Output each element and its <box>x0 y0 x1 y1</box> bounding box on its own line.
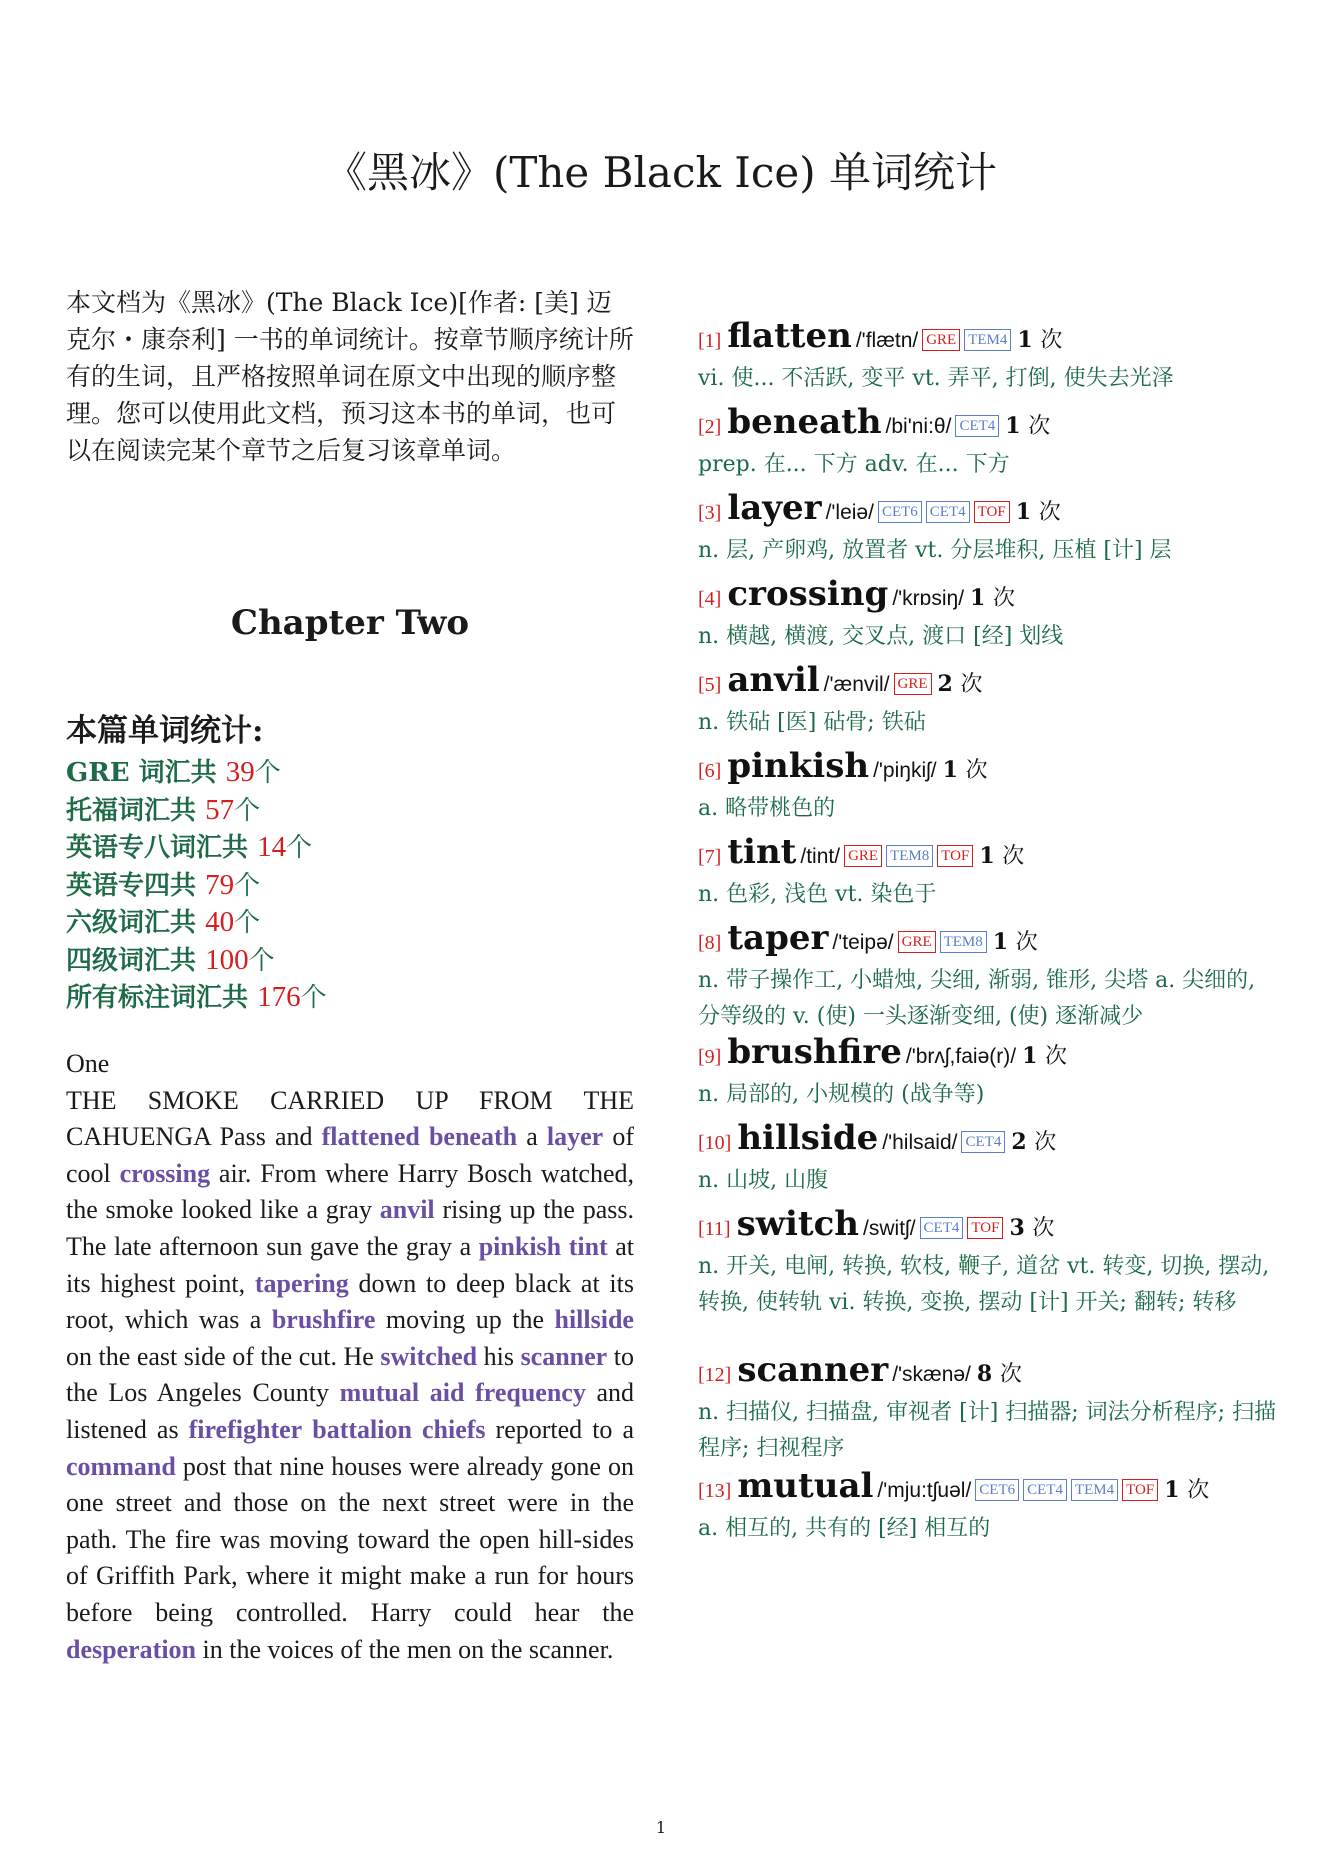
entry-definition: n. 横越, 横渡, 交叉点, 渡口 [经] 划线 <box>698 624 1064 649</box>
entry-count: 1 次 <box>1022 1043 1068 1069</box>
level-tag: TOF <box>967 1217 1003 1239</box>
highlighted-word: firefighter <box>188 1414 303 1444</box>
entry-word: crossing <box>727 574 889 614</box>
stat-count: 14 <box>257 831 287 863</box>
stat-unit: 个 <box>286 833 313 863</box>
vocab-entry <box>698 1350 1278 1467</box>
vocab-entry <box>698 316 1278 397</box>
entry-definition: n. 层, 产卵鸡, 放置者 vt. 分层堆积, 压植 [计] 层 <box>698 538 1172 563</box>
entry-count: 1 次 <box>992 929 1038 955</box>
intro-block <box>66 284 634 469</box>
highlighted-word: frequency <box>475 1378 586 1408</box>
entry-count: 1 次 <box>942 757 988 783</box>
entry-word: layer <box>727 488 822 528</box>
vocab-entry <box>698 1118 1278 1199</box>
entry-index: [2] <box>698 416 722 438</box>
highlighted-word: desperation <box>66 1634 196 1664</box>
entry-count: 1 次 <box>1015 499 1061 525</box>
level-tag: GRE <box>844 845 882 867</box>
count-unit: 次 <box>1187 1478 1210 1503</box>
entry-head <box>698 316 1278 361</box>
vocab-entry <box>698 832 1278 913</box>
count-unit: 次 <box>1028 414 1051 439</box>
entry-word: hillside <box>737 1118 879 1158</box>
stat-label: 英语专四共 <box>66 870 206 901</box>
entry-word: beneath <box>727 402 882 442</box>
highlighted-word: tint <box>568 1231 608 1261</box>
entry-definition: n. 铁砧 [医] 砧骨; 铁砧 <box>698 710 926 735</box>
highlighted-word: hillside <box>554 1305 634 1335</box>
entry-head <box>698 1466 1278 1511</box>
count-unit: 次 <box>965 758 988 783</box>
story-text: One THE SMOKE CARRIED UP FROM THE CAHUENGA Pass and flattened beneath a layer of cool crossing air. From where Harry Bosch watched, the smoke looked like a gray anvil rising up the pass. The late afternoon sun gave the gray a pinkish tint at its highest point, tapering down to deep black at its root, which was a brushfire moving up the hillside on the east side of the cut. He switched his scanner to the Los Angeles County mutual aid frequency and listened as firefighter battalion chiefs reported to a command post that nine houses were already gone on one street and those on the next street were in the path. The fire was moving toward the open hill-sides of Griffith Park, where it might make a run for hours before being controlled. Harry could hear the desperation in the voices of the men on the scanner. <box>66 1049 635 1664</box>
vocab-entry <box>698 488 1278 569</box>
stat-row <box>66 754 634 792</box>
count-unit: 次 <box>1038 500 1061 525</box>
entry-phonetic: /'mju:tʃuəl/ <box>877 1479 972 1502</box>
stat-label: 所有标注词汇共 <box>66 983 258 1013</box>
level-tag: GRE <box>922 329 960 351</box>
count-unit: 次 <box>1015 930 1038 955</box>
entry-definition: n. 带子操作工, 小蜡烛, 尖细, 渐弱, 锥形, 尖塔 a. 尖细的, 分等级的 v. (使) 一头逐渐变细, (使) 逐渐减少 <box>698 968 1256 1029</box>
highlighted-word: flattened <box>321 1122 420 1152</box>
entry-definition: n. 开关, 电闸, 转换, 软枝, 鞭子, 道岔 vt. 转变, 切换, 摆动, 转换, 使转轨 vi. 转换, 变换, 摆动 [计] 开关; 翻转; 转移 <box>698 1254 1270 1315</box>
entry-word: brushfire <box>727 1032 902 1072</box>
entry-count: 1 次 <box>1005 413 1051 439</box>
highlighted-word: crossing <box>119 1158 211 1188</box>
entry-index: [10] <box>698 1132 732 1154</box>
highlighted-word: layer <box>546 1122 604 1152</box>
level-tag: CET6 <box>878 501 922 523</box>
level-tag: TOF <box>937 845 973 867</box>
highlighted-word: pinkish <box>478 1231 562 1261</box>
stat-count: 176 <box>257 981 301 1013</box>
level-tag: GRE <box>898 931 936 953</box>
entry-index: [6] <box>698 760 722 782</box>
entry-index: [13] <box>698 1480 732 1502</box>
highlighted-word: command <box>66 1451 176 1481</box>
entry-phonetic: /'skænə/ <box>892 1363 971 1386</box>
highlighted-word: switched <box>380 1341 478 1371</box>
entry-index: [3] <box>698 502 722 524</box>
entry-count: 1 次 <box>1017 327 1063 353</box>
entry-word: tint <box>727 832 797 872</box>
entry-word: mutual <box>737 1466 874 1506</box>
stat-unit: 个 <box>234 795 261 826</box>
level-tag: TEM4 <box>964 329 1011 351</box>
level-tag: CET4 <box>926 501 970 523</box>
entry-phonetic: /switʃ/ <box>863 1217 916 1240</box>
entry-definition: a. 略带桃色的 <box>698 796 836 821</box>
entry-word: switch <box>736 1204 860 1244</box>
stats-list <box>66 754 634 1017</box>
highlighted-word: battalion <box>312 1414 412 1444</box>
level-tag: CET4 <box>1023 1479 1067 1501</box>
entry-count: 1 次 <box>979 843 1025 869</box>
entry-word: pinkish <box>727 746 870 786</box>
entry-index: [9] <box>698 1046 722 1068</box>
entry-phonetic: /'brʌʃ,faiə(r)/ <box>905 1045 1017 1068</box>
stat-row <box>66 979 634 1017</box>
entry-definition: n. 局部的, 小规模的 (战争等) <box>698 1082 985 1107</box>
highlighted-word: chiefs <box>421 1414 486 1444</box>
stat-count: 79 <box>205 868 235 901</box>
entry-head <box>698 832 1278 877</box>
entry-phonetic: /'hilsaid/ <box>882 1131 958 1154</box>
entry-definition: n. 扫描仪, 扫描盘, 审视者 [计] 扫描器; 词法分析程序; 扫描程序; 扫视程序 <box>698 1400 1277 1461</box>
intro-text: 本文档为《黑冰》(The Black Ice)[作者: [美] 迈克尔・康奈利] 一书的单词统计。按章节顺序统计所有的生词，且严格按照单词在原文中出现的顺序整理。您可以使用此文档，预习这本书的单词，也可以在阅读完某个章节之后复习该章单词。 <box>66 288 634 465</box>
word-stats <box>66 710 634 1017</box>
stat-count: 100 <box>205 943 249 976</box>
entry-definition: vi. 使... 不活跃, 变平 vt. 弄平, 打倒, 使失去光泽 <box>698 366 1174 391</box>
stat-row <box>66 792 634 830</box>
highlighted-word: brushfire <box>271 1305 376 1335</box>
count-unit: 次 <box>993 586 1016 611</box>
count-unit: 次 <box>960 672 983 697</box>
count-unit: 次 <box>1040 328 1063 353</box>
highlighted-word: scanner <box>520 1341 608 1371</box>
entry-index: [8] <box>698 932 722 954</box>
stat-label: 六级词汇共 <box>66 908 206 938</box>
stat-label: 四级词汇共 <box>66 945 206 976</box>
vocab-entry <box>698 1204 1278 1321</box>
page-title: 《黑冰》(The Black Ice) 单词统计 <box>324 148 998 197</box>
stat-count: 39 <box>225 756 255 788</box>
entry-phonetic: /'krɒsiŋ/ <box>892 587 965 610</box>
stat-label: 托福词汇共 <box>66 795 206 826</box>
stat-unit: 个 <box>254 758 281 788</box>
vocab-entry <box>698 660 1278 741</box>
entry-count: 1 次 <box>970 585 1016 611</box>
entry-index: [5] <box>698 674 722 696</box>
level-tag: TEM8 <box>940 931 987 953</box>
entry-definition: a. 相互的, 共有的 [经] 相互的 <box>698 1516 991 1541</box>
level-tag: TOF <box>1122 1479 1158 1501</box>
vocab-entry <box>698 402 1278 483</box>
count-unit: 次 <box>1032 1216 1055 1241</box>
count-unit: 次 <box>1002 844 1025 869</box>
entry-phonetic: /'ænvil/ <box>823 673 890 696</box>
entry-phonetic: /tint/ <box>800 845 841 868</box>
stat-unit: 个 <box>248 945 275 976</box>
entry-index: [1] <box>698 330 722 352</box>
entry-head <box>698 402 1278 447</box>
page-number: 1 <box>655 1818 667 1837</box>
highlighted-word: beneath <box>428 1122 518 1152</box>
level-tag: CET4 <box>961 1131 1005 1153</box>
entry-index: [4] <box>698 588 722 610</box>
level-tag: TOF <box>974 501 1010 523</box>
vocab-entry <box>698 918 1278 1035</box>
level-tag: CET4 <box>955 415 999 437</box>
entry-phonetic: /bi'ni:θ/ <box>885 415 952 438</box>
entry-head <box>698 1204 1278 1249</box>
entry-phonetic: /'teipə/ <box>832 931 894 954</box>
level-tag: TEM8 <box>886 845 933 867</box>
stat-label: 英语专八词汇共 <box>66 833 258 863</box>
entry-word: anvil <box>727 660 820 700</box>
entry-head <box>698 574 1278 619</box>
stat-row <box>66 867 634 905</box>
entry-head <box>698 1350 1278 1395</box>
entry-index: [12] <box>698 1364 732 1386</box>
level-tag: GRE <box>894 673 932 695</box>
entry-phonetic: /'flætn/ <box>855 329 919 352</box>
entry-word: flatten <box>727 316 852 356</box>
level-tag: CET6 <box>975 1479 1019 1501</box>
highlighted-word: aid <box>429 1378 465 1408</box>
highlighted-word: tapering <box>254 1268 349 1298</box>
entry-definition: prep. 在... 下方 adv. 在... 下方 <box>698 452 1010 477</box>
entry-count: 8 次 <box>976 1361 1022 1387</box>
stat-row <box>66 904 634 942</box>
stat-row <box>66 942 634 980</box>
stat-unit: 个 <box>234 908 261 938</box>
entry-definition: n. 山坡, 山腹 <box>698 1168 829 1193</box>
highlighted-word: anvil <box>379 1195 435 1225</box>
entry-definition: n. 色彩, 浅色 vt. 染色于 <box>698 882 937 907</box>
level-tag: CET4 <box>920 1217 964 1239</box>
entry-word: scanner <box>737 1350 889 1390</box>
entry-head <box>698 918 1278 963</box>
entry-count: 2 次 <box>937 671 983 697</box>
entry-head <box>698 746 1278 791</box>
entry-head <box>698 660 1278 705</box>
vocab-entry <box>698 574 1278 655</box>
entry-word: taper <box>727 918 829 958</box>
chapter-title: Chapter Two <box>230 603 470 643</box>
count-unit: 次 <box>1045 1044 1068 1069</box>
vocab-entry <box>698 1032 1278 1113</box>
highlighted-word: mutual <box>339 1378 420 1408</box>
entry-index: [7] <box>698 846 722 868</box>
level-tag: TEM4 <box>1071 1479 1118 1501</box>
count-unit: 次 <box>999 1362 1022 1387</box>
vocab-entry <box>698 1466 1278 1547</box>
count-unit: 次 <box>1034 1130 1057 1155</box>
vocab-entry <box>698 746 1278 827</box>
entry-head <box>698 1032 1278 1077</box>
entry-count: 2 次 <box>1011 1129 1057 1155</box>
entry-count: 3 次 <box>1009 1215 1055 1241</box>
entry-head <box>698 488 1278 533</box>
entry-index: [11] <box>698 1218 731 1240</box>
entry-head <box>698 1118 1278 1163</box>
entry-phonetic: /'piŋkiʃ/ <box>873 759 937 782</box>
stat-count: 40 <box>205 906 235 938</box>
stat-label: GRE 词汇共 <box>66 758 226 788</box>
stat-unit: 个 <box>234 870 261 901</box>
entry-phonetic: /'leiə/ <box>825 501 874 524</box>
stat-row <box>66 829 634 867</box>
stat-unit: 个 <box>300 983 327 1013</box>
stat-count: 57 <box>205 793 235 826</box>
stats-heading: 本篇单词统计: <box>66 713 264 749</box>
entry-count: 1 次 <box>1164 1477 1210 1503</box>
